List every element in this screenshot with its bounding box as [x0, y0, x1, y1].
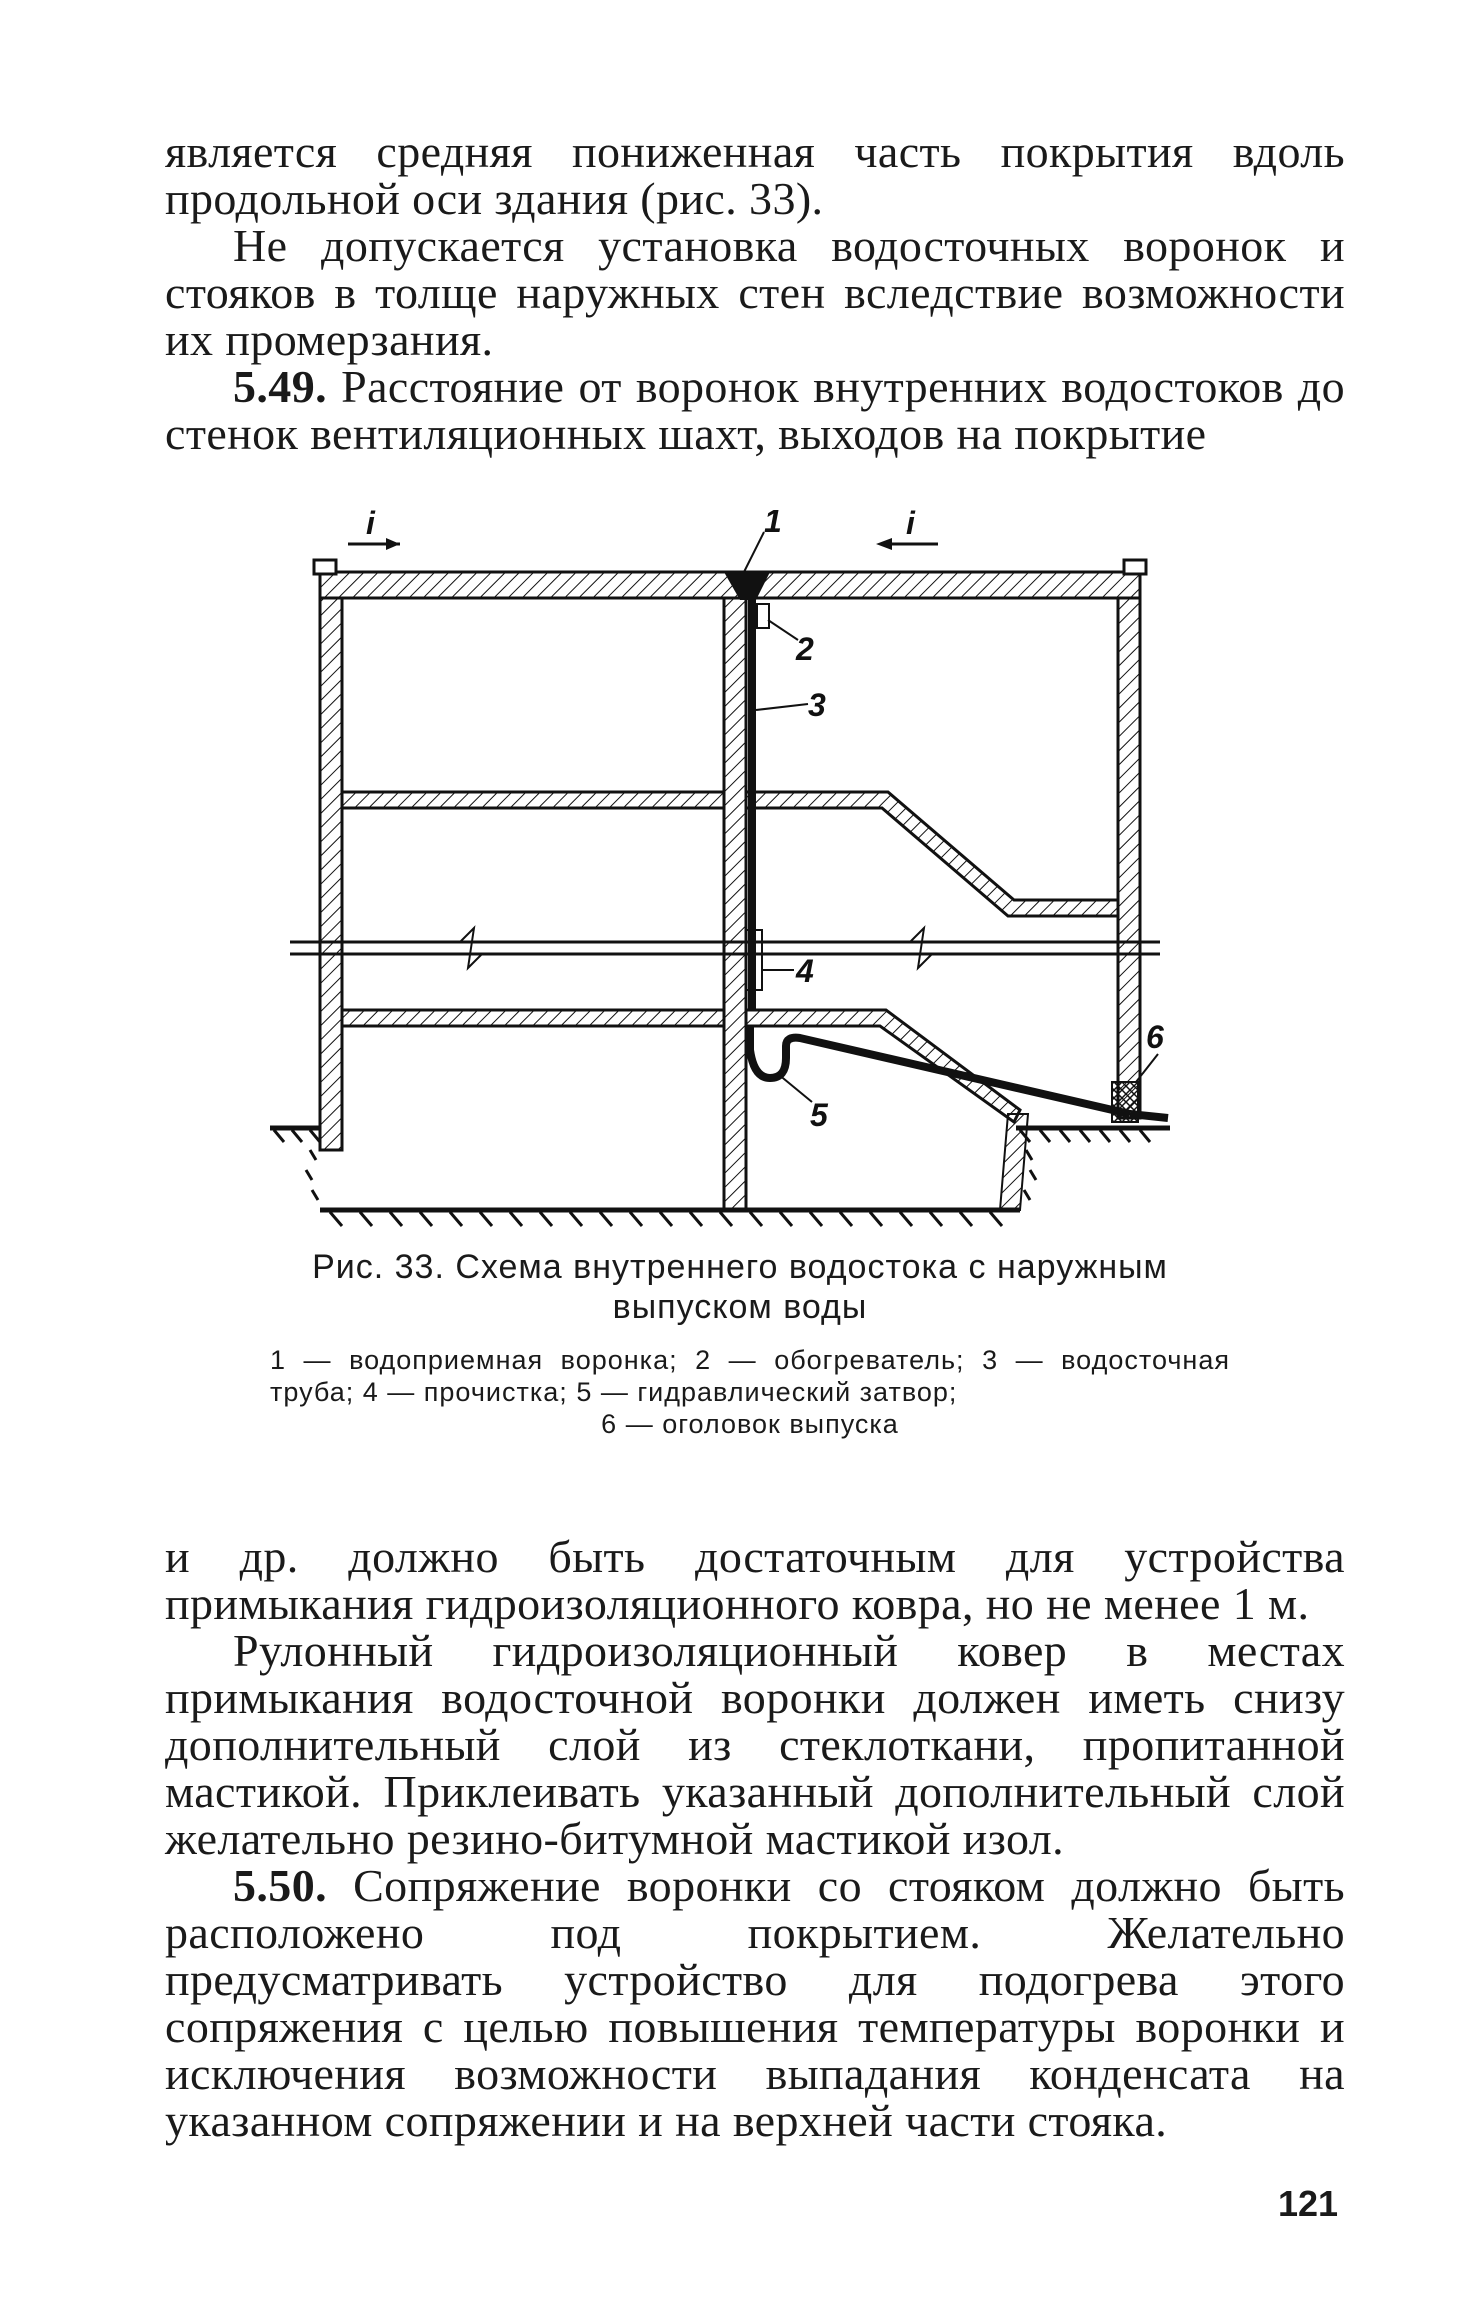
middle-column — [724, 598, 746, 1210]
hydraulic-seal — [750, 1026, 1130, 1114]
paragraph-downpipe-walls: Не допускается установка водосточных воронок и стояков в толще наружных стен вследствие возможности их промерзания. — [165, 220, 1345, 365]
paragraph-membrane: Рулонный гидроизоляционный ковер в местах примыкания водосточной воронки должен иметь снизу дополнительный слой из стеклоткани, пропитанной мастикой. Приклеивать указанный дополнительный слой желательно резино-битумной мастикой изол. — [165, 1625, 1345, 1864]
paragraph-550-text: Сопряжение воронки со стояком должно быть расположено под покрытием. Желательно предусматривать устройство для подогрева этого сопряжения с целью повышения температуры воронки и исключения возможности выпадания конденсата на указанном сопряжении и на верхней части стояка. — [165, 1860, 1345, 2146]
page-number: 121 — [1278, 2183, 1339, 2224]
section-number-549: 5.49. — [233, 361, 327, 412]
floor-slab-upper-left — [342, 792, 724, 808]
label-4: 4 — [796, 953, 814, 989]
leader-2 — [768, 620, 798, 640]
break-mark-left — [460, 928, 482, 968]
slope-label-left: i — [366, 510, 375, 541]
section-number-550: 5.50. — [233, 1860, 327, 1911]
legend-item-5: 5 — гидравлический затвор; — [576, 1377, 958, 1407]
paragraph-550 — [165, 1862, 1345, 2144]
label-6: 6 — [1146, 1019, 1164, 1055]
slope-label-right: i — [906, 510, 915, 541]
basement-floor-hatch — [330, 1212, 1002, 1226]
paragraph-continuation: является средняя пониженная часть покрытия вдоль продольной оси здания (рис. 33). — [165, 126, 1345, 224]
legend-item-1: 1 — водоприемная воронка; — [270, 1345, 678, 1375]
legend-item-2: 2 — обогреватель; — [695, 1345, 965, 1375]
text-block-bottom — [165, 1533, 1345, 2144]
figure-legend — [270, 1344, 1230, 1440]
label-1: 1 — [764, 510, 782, 539]
figure-33-diagram — [270, 510, 1170, 1230]
paragraph-549-text: Расстояние от воронок внутренних водостоков до стенок вентиляционных шахт, выходов на покрытие — [165, 361, 1345, 459]
leader-1 — [744, 532, 764, 572]
label-3: 3 — [808, 687, 826, 723]
downpipe — [748, 598, 756, 1010]
basement-left-soil — [306, 1150, 318, 1200]
paragraph-continuation-2: и др. должно быть достаточным для устройства примыкания гидроизоляционного ковра, но не менее 1 м. — [165, 1531, 1345, 1629]
slope-arrowhead-right — [876, 538, 892, 550]
text-block-top — [165, 128, 1345, 457]
figure-caption: Рис. 33. Схема внутреннего водостока с наружным выпуском воды — [312, 1248, 1168, 1326]
paragraph-549 — [165, 363, 1345, 457]
parapet-left — [314, 560, 336, 574]
right-wall — [1118, 598, 1140, 1118]
floor-slab-lower-left — [342, 1010, 724, 1026]
legend-item-6: 6 — оголовок выпуска — [601, 1409, 899, 1439]
leader-5 — [778, 1074, 812, 1102]
basement-right-soil — [1024, 1150, 1036, 1200]
legend-item-3: 3 — водосточная труба; — [270, 1345, 1230, 1407]
label-5: 5 — [810, 1097, 828, 1133]
heater — [757, 604, 769, 628]
parapet-right — [1124, 560, 1146, 574]
leader-3 — [756, 704, 808, 710]
ground-hatch-right — [1020, 1130, 1150, 1142]
left-wall — [320, 598, 342, 1150]
label-2: 2 — [796, 631, 814, 667]
slope-arrowhead-left — [386, 538, 400, 550]
outlet-pipe-end — [1130, 1114, 1168, 1118]
legend-item-4: 4 — прочистка; — [362, 1377, 568, 1407]
break-mark-right — [910, 928, 932, 968]
ground-hatch-left — [274, 1130, 320, 1142]
floor-slab-upper-right — [746, 792, 1118, 916]
